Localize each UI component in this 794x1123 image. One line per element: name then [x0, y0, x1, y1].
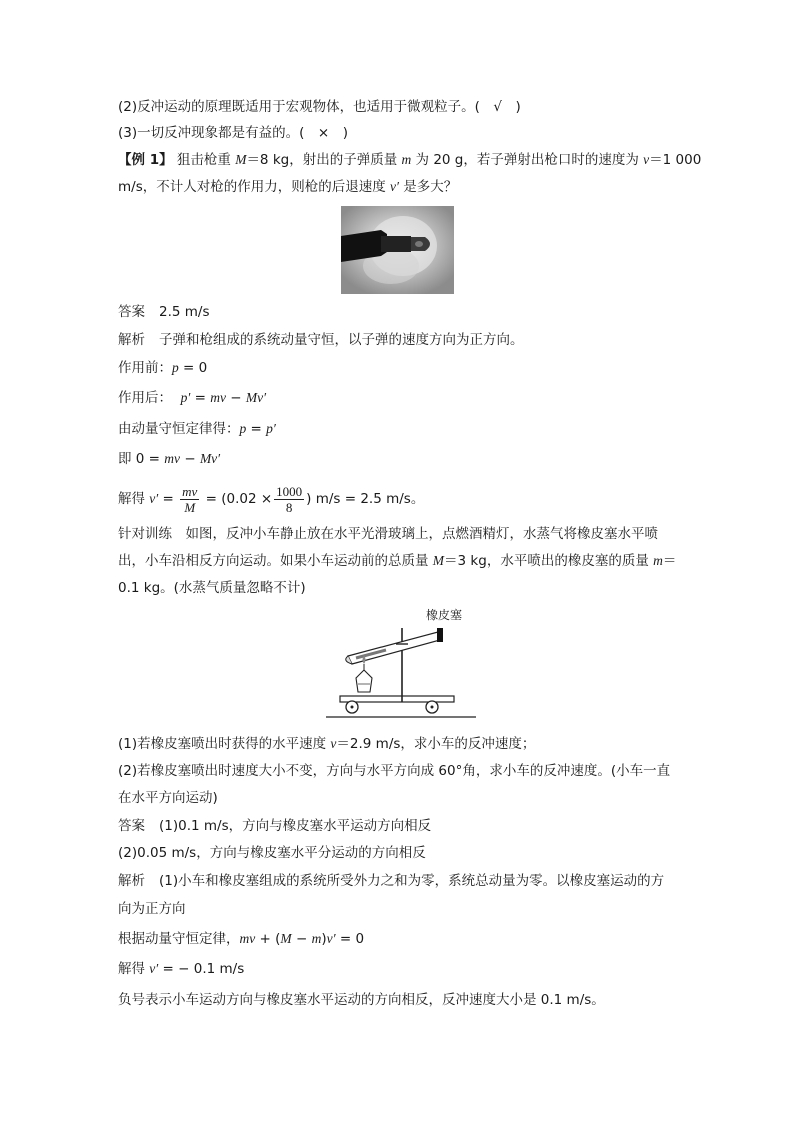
answer-1 — [118, 302, 210, 322]
var: M — [280, 931, 292, 946]
var: mv — [164, 451, 181, 466]
text: 作用前： — [118, 360, 172, 376]
var: p′ — [180, 390, 191, 405]
text: ＝1 000 — [649, 152, 702, 168]
var: v′ — [149, 961, 159, 976]
recoil-cart-figure — [326, 606, 476, 722]
example-1-line-2 — [118, 177, 457, 197]
example-tag: 【例 1】 — [118, 152, 173, 168]
analysis-label: 解析 — [118, 873, 145, 889]
text: = (0.02 × — [205, 491, 273, 507]
answer-value: 2.5 m/s — [159, 304, 210, 320]
answer-2-line-1 — [118, 816, 431, 836]
var: mv — [239, 931, 256, 946]
var: M — [235, 152, 247, 167]
answer-value: (1)0.1 m/s，方向与橡皮塞水平运动方向相反 — [159, 818, 432, 834]
text: ＝2.9 m/s，求小车的反冲速度； — [336, 736, 536, 752]
text: + ( — [255, 931, 281, 947]
text: 解得 — [118, 961, 150, 977]
question-2-line-1: (2)若橡皮塞喷出时速度大小不变，方向与水平方向成 60°角，求小车的反冲速度。(小车一直 — [118, 763, 671, 779]
conservation-line — [118, 929, 364, 949]
text: ) — [321, 931, 327, 947]
rubber-stopper-label: 橡皮塞 — [426, 608, 463, 622]
var: p′ — [266, 421, 276, 436]
text: 作用后： — [118, 390, 172, 406]
training-line-1: 针对训练 如图，反冲小车静止放在水平光滑玻璃上，点燃酒精灯，水蒸气将橡皮塞水平喷 — [118, 526, 658, 542]
solution-line — [118, 482, 424, 516]
text: = − 0.1 m/s — [158, 961, 245, 977]
var: v′ — [390, 179, 399, 194]
var: v — [643, 152, 650, 167]
gun-bullet-photo — [341, 206, 454, 294]
denominator: 8 — [285, 499, 293, 515]
text: 狙击枪重 — [176, 152, 236, 168]
analysis-2-line-2: 向为正方向 — [118, 901, 186, 917]
text: = 0 — [335, 931, 365, 947]
text: 根据动量守恒定律， — [118, 931, 240, 947]
answer-2-line-2: (2)0.05 m/s，方向与橡皮塞水平分运动的方向相反 — [118, 845, 426, 861]
var: v′ — [326, 931, 336, 946]
text: 解得 — [118, 491, 150, 507]
var: p — [239, 421, 247, 436]
training-line-3: 0.1 kg。(水蒸气质量忽略不计) — [118, 580, 306, 596]
before-line — [118, 358, 207, 378]
var: v — [330, 736, 337, 751]
text: − — [180, 451, 200, 467]
text: 为 20 g，若子弹射出枪口时的速度为 — [411, 152, 644, 168]
var: p — [172, 360, 179, 375]
analysis-text: 子弹和枪组成的系统动量守恒，以子弹的速度方向为正方向。 — [159, 332, 524, 348]
var: Mv′ — [245, 390, 267, 405]
text: − — [291, 931, 312, 947]
text: 是多大？ — [398, 179, 458, 195]
text: = — [190, 390, 211, 406]
text: 即 0 = — [118, 451, 165, 467]
answer-label: 答案 — [118, 304, 145, 320]
analysis-1 — [118, 330, 524, 350]
var: m — [653, 553, 663, 568]
var: mv — [210, 390, 226, 405]
text: 由动量守恒定律得： — [118, 421, 240, 437]
var: Mv′ — [199, 451, 221, 466]
solution-2-line — [118, 959, 244, 979]
text: ) m/s = 2.5 m/s。 — [306, 491, 425, 507]
var: m — [311, 931, 322, 946]
text: m/s，不计人对枪的作用力，则枪的后退速度 — [118, 179, 391, 195]
numerator: mv — [182, 483, 198, 499]
example-1-line-1 — [118, 150, 701, 170]
text: − — [225, 390, 246, 406]
question-1 — [118, 734, 535, 754]
var: M — [432, 553, 445, 568]
statement-2: (2)反冲运动的原理既适用于宏观物体，也适用于微观粒子。( √ ) — [118, 99, 521, 115]
text: = 0 — [178, 360, 208, 376]
text: = — [246, 421, 267, 437]
analysis-label: 解析 — [118, 332, 145, 348]
text: ＝3 kg，水平喷出的橡皮塞的质量 — [444, 553, 654, 569]
statement-3: (3)一切反冲现象都是有益的。( × ) — [118, 125, 348, 141]
var: v′ — [149, 491, 159, 506]
fraction-1000-over-8 — [274, 484, 304, 515]
text: (1)若橡皮塞喷出时获得的水平速度 — [118, 736, 331, 752]
law-line — [118, 419, 276, 439]
text: ＝8 kg，射出的子弹质量 — [246, 152, 402, 168]
after-line — [118, 388, 266, 408]
text: 出，小车沿相反方向运动。如果小车运动前的总质量 — [118, 553, 433, 569]
text: = — [158, 491, 174, 507]
text: ＝ — [662, 553, 677, 569]
numerator: 1000 — [276, 483, 303, 499]
var: m — [401, 152, 412, 167]
training-line-2 — [118, 551, 676, 571]
question-2-line-2: 在水平方向运动) — [118, 790, 218, 806]
analysis-text: (1)小车和橡皮塞组成的系统所受外力之和为零，系统总动量为零。以橡皮塞运动的方 — [159, 873, 665, 889]
equation-line — [118, 449, 220, 469]
answer-label: 答案 — [118, 818, 145, 834]
conclusion-line: 负号表示小车运动方向与橡皮塞水平运动的方向相反，反冲速度大小是 0.1 m/s。 — [118, 992, 605, 1008]
analysis-2-line-1 — [118, 871, 664, 891]
denominator: M — [184, 499, 196, 515]
fraction-mv-over-M — [180, 484, 199, 515]
